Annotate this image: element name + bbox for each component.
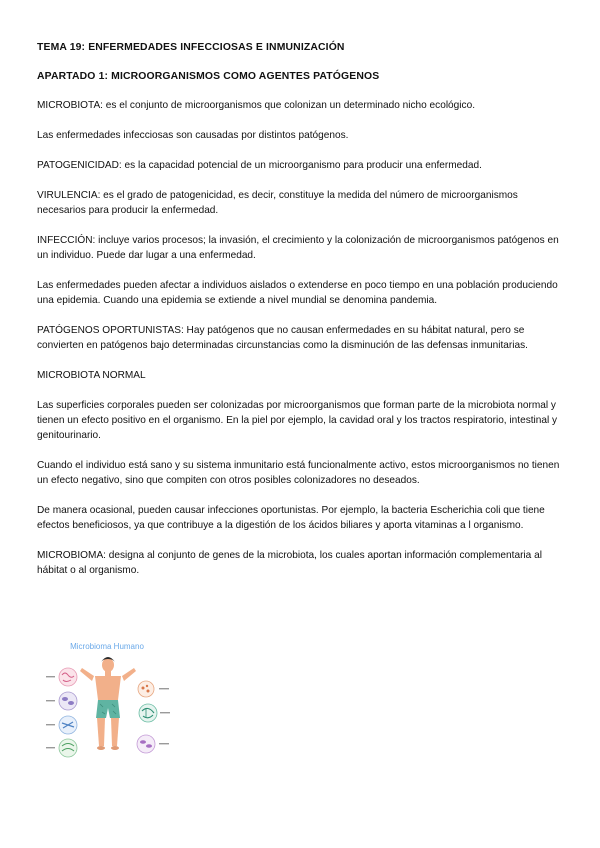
document-body [37, 40, 567, 593]
microbe-circle-right-3 [137, 735, 155, 753]
paragraph-microbioma: MICROBIOMA: designa al conjunto de genes de la microbiota, los cuales aportan información complementaria al hábitat o al organismo. [37, 550, 542, 576]
paragraph-microbiota: MICROBIOTA: es el conjunto de microorganismos que colonizan un determinado nicho ecológico. [37, 100, 475, 111]
microbe-circle-left-4 [59, 739, 77, 757]
paragraph-superficies: Las superficies corporales pueden ser colonizadas por microorganismos que forman parte de la microbiota normal y tienen un efecto positivo en el organismo. En la piel por ejemplo, la cavidad oral y los tractos respiratorio, intestinal y genitourinario. [37, 400, 558, 441]
paragraph-enfermedades: Las enfermedades infecciosas son causadas por distintos patógenos. [37, 130, 349, 141]
figure-label-marks-left [46, 676, 55, 748]
microbe-circle-left-3 [59, 716, 77, 734]
microbe-circle-left-2 [59, 692, 77, 710]
paragraph-oportunistas: PATÓGENOS OPORTUNISTAS: Hay patógenos que no causan enfermedades en su hábitat natural, pero se convierten en patógenos bajo determinadas circunstancias como la disminución de las defensas inmunitarias. [37, 325, 528, 351]
paragraph-patogenicidad: PATOGENICIDAD: es la capacidad potencial de un microorganismo para producir una enfermedad. [37, 160, 482, 171]
paragraph-epidemia: Las enfermedades pueden afectar a individuos aislados o extenderse en poco tiempo en una población produciendo una epidemia. Cuando una epidemia se extiende a nivel mundial se denomina pandemia. [37, 280, 558, 306]
human-figure [80, 657, 136, 750]
figure-label-marks-right [159, 688, 170, 744]
microbe-circle-left-1 [59, 668, 77, 686]
microbioma-figure [42, 638, 182, 762]
paragraph-oportunistas-ecoli: De manera ocasional, pueden causar infecciones oportunistas. Por ejemplo, la bacteria Escherichia coli que tiene efectos beneficiosos, ya que contribuye a la digestión de los ácidos biliares y aporta vitaminas a l organismo. [37, 505, 545, 531]
paragraph-virulencia: VIRULENCIA: es el grado de patogenicidad, es decir, constituye la medida del número de microorganismos necesarios para producir la enfermedad. [37, 190, 518, 216]
subheading-microbiota-normal: MICROBIOTA NORMAL [37, 370, 146, 381]
microbe-circle-right-2 [139, 704, 157, 722]
section-heading: APARTADO 1: MICROORGANISMOS COMO AGENTES PATÓGENOS [37, 71, 380, 82]
microbioma-illustration [42, 638, 182, 762]
paragraph-individuo-sano: Cuando el individuo está sano y su sistema inmunitario está funcionalmente activo, estos microorganismos no tienen un efecto negativo, sino que compiten con otros posibles colonizadores no deseados. [37, 460, 560, 486]
microbe-circle-right-1 [138, 681, 154, 697]
paragraph-infeccion: INFECCIÓN: incluye varios procesos; la invasión, el crecimiento y la colonización de microorganismos patógenos en un individuo. Puede dar lugar a una enfermedad. [37, 235, 559, 261]
document-title: TEMA 19: ENFERMEDADES INFECCIOSAS E INMUNIZACIÓN [37, 42, 345, 53]
figure-title: Microbioma Humano [70, 642, 144, 651]
